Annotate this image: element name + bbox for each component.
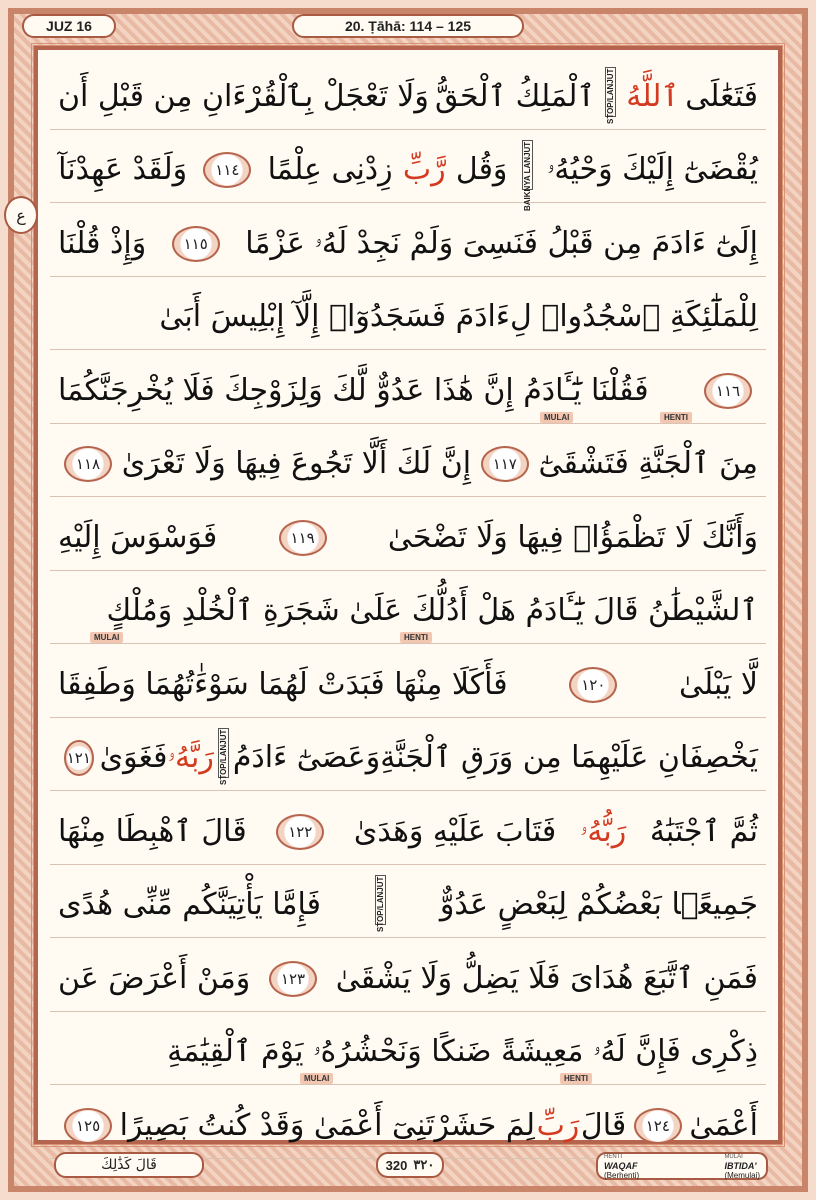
divine-name-word: ٱللَّهُ xyxy=(626,78,680,114)
page-number-latin: 320 xyxy=(385,1157,408,1173)
verse-line xyxy=(50,203,766,277)
verse-text: فَأَكَلَا مِنْهَا فَبَدَتْ لَهُمَا سَوْءَٰتُهُمَا وَطَفِقَا xyxy=(58,666,508,702)
verse-text: مِنَ ٱلْجَنَّةِ فَتَشْقَىٰٓ xyxy=(538,446,758,481)
ayah-number-marker: ١١٨ xyxy=(64,446,112,482)
mulai-marker: MULAI xyxy=(300,1073,333,1084)
waqf-sign: BAIKNYA LANJUT xyxy=(522,142,532,212)
waqf-sign: STOP/LANJUT xyxy=(375,877,385,933)
ayah-number-marker: ١١٦ xyxy=(704,373,752,409)
quran-text-block xyxy=(50,56,766,1159)
verse-text: فَمَنِ ٱتَّبَعَ هُدَاىَ فَلَا يَضِلُّ وَلَا يَشْقَىٰ xyxy=(335,960,758,996)
ruku-mark: ع xyxy=(4,196,38,234)
legend-mulai: MULAI xyxy=(724,1153,743,1160)
verse-text: وَإِذْ قُلْنَا xyxy=(58,225,147,261)
verse-line xyxy=(50,56,766,130)
waqf-legend xyxy=(596,1152,768,1180)
surah-range-label: 20. Ṭāhā: 114 – 125 xyxy=(292,14,524,38)
verse-text: لَّا يَبْلَىٰ xyxy=(679,666,758,702)
verse-line xyxy=(50,718,766,792)
verse-text: وَعَصَىٰٓ ءَادَمُ xyxy=(232,740,381,775)
ayah-number-marker: ١١٧ xyxy=(481,446,529,482)
legend-ibtida-sub: (Memulai) xyxy=(724,1170,760,1180)
verse-text: وَلَا تَعْجَلْ بِٱلْقُرْءَانِ مِن قَبْلِ أَن xyxy=(58,78,429,114)
verse-line xyxy=(50,277,766,351)
legend-waqaf-sub: (Berhenti) xyxy=(604,1170,640,1180)
henti-marker: HENTI xyxy=(400,632,432,643)
verse-text: يُقْضَىٰٓ إِلَيْكَ وَحْيُهُۥ xyxy=(546,152,758,187)
verse-text: فَتَابَ عَلَيْهِ وَهَدَىٰ xyxy=(353,813,557,849)
verse-line xyxy=(50,424,766,498)
verse-text: أَعْمَىٰ xyxy=(689,1107,758,1143)
verse-line xyxy=(50,644,766,718)
ayah-number-marker: ١٢٢ xyxy=(276,814,324,850)
verse-text: ٱلشَّيْطَٰنُ قَالَ يَٰٓـَٔادَمُ هَلْ أَدُلُّكَ عَلَىٰ شَجَرَةِ ٱلْخُلْدِ وَمُلْكٍ xyxy=(106,593,758,628)
verse-text: وَقُل xyxy=(455,152,508,187)
verse-line xyxy=(50,1085,766,1159)
divine-name-word: رَبِّ xyxy=(536,1107,580,1143)
verse-text: وَلَقَدْ عَهِدْنَآ xyxy=(58,152,188,187)
ayah-number-marker: ١٢٤ xyxy=(634,1108,682,1144)
waqf-sign: STOP/LANJUT xyxy=(218,730,228,786)
verse-text: قَالَ xyxy=(580,1107,627,1143)
legend-waqaf xyxy=(604,1153,639,1180)
verse-line xyxy=(50,938,766,1012)
mulai-marker: MULAI xyxy=(90,632,123,643)
verse-text: يَخْصِفَانِ عَلَيْهِمَا مِن وَرَقِ ٱلْجَنَّةِ xyxy=(380,740,758,775)
verse-line xyxy=(50,791,766,865)
legend-henti: HENTI xyxy=(604,1153,622,1160)
verse-line xyxy=(50,130,766,212)
waqf-sign: STOP/LANJUT xyxy=(606,68,616,124)
verse-text: ثُمَّ ٱجْتَبَٰهُ xyxy=(649,813,758,849)
henti-marker: HENTI xyxy=(560,1073,592,1084)
verse-text: فَغَوَىٰ xyxy=(99,740,168,775)
page-number xyxy=(376,1152,444,1178)
verse-text: زِدْنِى عِلْمًا xyxy=(267,152,393,187)
juz-label: JUZ 16 xyxy=(22,14,116,38)
divine-name-word: رَبُّهُۥ xyxy=(579,813,627,849)
verse-text: فَقُلْنَا يَٰٓـَٔادَمُ إِنَّ هَٰذَا عَدُوٌّ لَّكَ وَلِزَوْجِكَ فَلَا يُخْرِجَنَّكُمَا xyxy=(58,372,649,408)
verse-text: ٱلْمَلِكُ ٱلْحَقُّ xyxy=(435,78,595,114)
verse-text: فَوَسْوَسَ إِلَيْهِ xyxy=(58,519,218,555)
verse-text: وَأَنَّكَ لَا تَظْمَؤُا۟ فِيهَا وَلَا تَضْحَىٰ xyxy=(387,519,758,555)
verse-text: إِلَىٰٓ ءَادَمَ مِن قَبْلُ فَنَسِىَ وَلَمْ نَجِدْ لَهُۥ عَزْمًا xyxy=(245,225,758,261)
ayah-number-marker: ١١٥ xyxy=(172,226,220,262)
verse-text: فَتَعَٰلَى xyxy=(685,78,758,114)
ayah-number-marker: ١٢٣ xyxy=(269,961,317,997)
verse-text: لِلْمَلَٰٓئِكَةِ ٱسْجُدُوا۟ لِءَادَمَ فَسَجَدُوٓا۟ إِلَّآ إِبْلِيسَ أَبَىٰ xyxy=(159,299,758,334)
verse-line xyxy=(50,1012,766,1086)
ayah-number-marker: ١٢١ xyxy=(64,740,94,776)
ayah-number-marker: ١٢٠ xyxy=(569,667,617,703)
mulai-marker: MULAI xyxy=(540,412,573,423)
verse-text: وَمَنْ أَعْرَضَ عَن xyxy=(58,960,251,996)
divine-name-word: رَبَّهُۥ xyxy=(167,740,214,775)
verse-text: جَمِيعًۢا بَعْضُكُمْ لِبَعْضٍ عَدُوٌّ xyxy=(439,887,758,922)
legend-ibtida-label: IBTIDA' xyxy=(724,1160,757,1171)
legend-waqaf-label: WAQAF xyxy=(604,1160,638,1171)
catchword: قَالَ كَذَٰلِكَ xyxy=(54,1152,204,1178)
verse-line xyxy=(50,497,766,571)
verse-text: فَإِمَّا يَأْتِيَنَّكُم مِّنِّى هُدًى xyxy=(58,887,321,922)
verse-line xyxy=(50,571,766,645)
ayah-number-marker: ١١٩ xyxy=(279,520,327,556)
divine-name-word: رَّبِّ xyxy=(402,152,446,187)
henti-marker: HENTI xyxy=(660,412,692,423)
page-number-arabic: ٣٢٠ xyxy=(413,1157,435,1172)
verse-text: قَالَ ٱهْبِطَا مِنْهَا xyxy=(58,813,247,849)
ayah-number-marker: ١٢٥ xyxy=(64,1108,112,1144)
ayah-number-marker: ١١٤ xyxy=(203,152,251,188)
verse-text: ذِكْرِى فَإِنَّ لَهُۥ مَعِيشَةً ضَنكًا وَنَحْشُرُهُۥ يَوْمَ ٱلْقِيَٰمَةِ xyxy=(167,1034,758,1069)
legend-ibtida xyxy=(724,1153,760,1180)
verse-text: إِنَّ لَكَ أَلَّا تَجُوعَ فِيهَا وَلَا تَعْرَىٰ xyxy=(121,446,472,481)
verse-line xyxy=(50,350,766,424)
verse-line xyxy=(50,865,766,939)
verse-text: لِمَ حَشَرْتَنِىٓ أَعْمَىٰ وَقَدْ كُنتُ بَصِيرًا xyxy=(119,1107,535,1143)
